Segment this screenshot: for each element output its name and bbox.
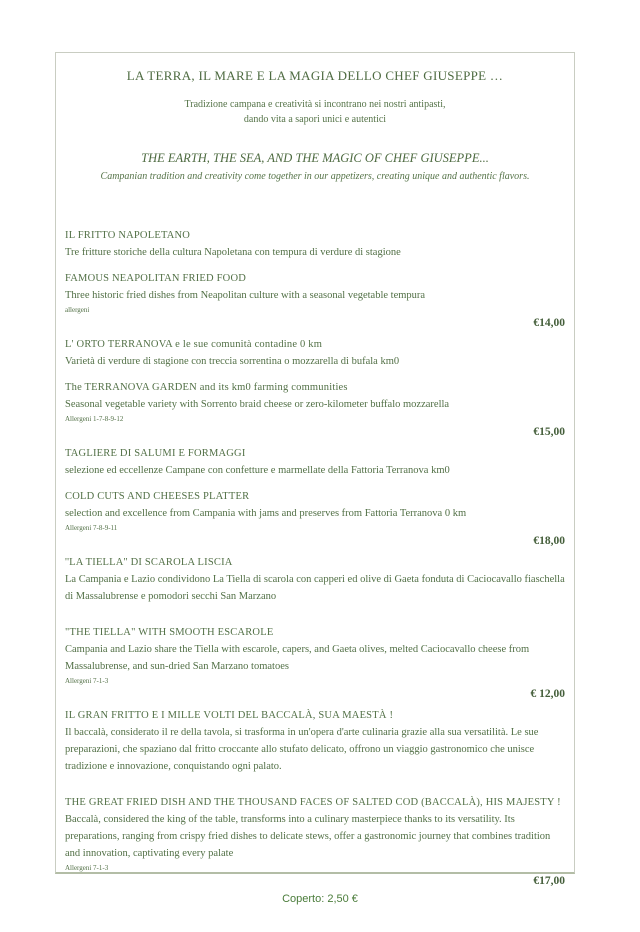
- item-price: €18,00: [533, 535, 565, 547]
- item-name-english: "THE TIELLA" WITH SMOOTH ESCAROLE: [65, 627, 274, 638]
- menu-sheet: [55, 52, 575, 887]
- item-allergens: Allergeni 7-1-3: [65, 864, 109, 872]
- item-price: €17,00: [533, 875, 565, 887]
- item-name-italian: IL GRAN FRITTO E I MILLE VOLTI DEL BACCALÀ, SUA MAESTÀ !: [65, 710, 394, 721]
- item-description-italian: selezione ed eccellenze Campane con confetture e marmellate della Fattoria Terranova km0: [65, 465, 450, 476]
- menu-items-list: [65, 228, 565, 889]
- item-name-italian: IL FRITTO NAPOLETANO: [65, 230, 191, 241]
- item-name-italian: TAGLIERE DI SALUMI E FORMAGGI: [65, 448, 246, 459]
- item-allergens: Allergeni 7-8-9-11: [65, 524, 118, 532]
- item-name-english: COLD CUTS AND CHEESES PLATTER: [65, 491, 250, 502]
- item-description-english: Three historic fried dishes from Neapolitan culture with a seasonal vegetable tempura: [65, 290, 426, 301]
- menu-subtitle-italian-line1: Tradizione campana e creatività si incontrano nei nostri antipasti,: [184, 99, 446, 110]
- menu-header: [65, 67, 565, 184]
- menu-item-tagliere-salumi: [65, 446, 565, 549]
- menu-item-orto-terranova: [65, 337, 565, 440]
- item-description-italian: Il baccalà, considerato il re della tavola, si trasforma in un'opera d'arte culinaria grazie alla sua versatilità. Le sue preparazioni, che spaziano dal fritto croccante allo stufato delicato, offrono un viaggio gastronomico che unisce tradizione e innovazione, conquistando ogni palato.: [65, 727, 539, 772]
- menu-title-italian: LA TERRA, IL MARE E LA MAGIA DELLO CHEF GIUSEPPE …: [126, 68, 504, 83]
- item-allergens: Allergeni 1-7-8-9-12: [65, 415, 124, 423]
- item-name-english: FAMOUS NEAPOLITAN FRIED FOOD: [65, 273, 247, 284]
- item-allergens: allergeni: [65, 306, 90, 314]
- item-description-italian: Tre fritture storiche della cultura Napoletana con tempura di verdure di stagione: [65, 247, 401, 258]
- item-price: €15,00: [533, 426, 565, 438]
- menu-subtitle-italian-line2: dando vita a sapori unici e autentici: [243, 114, 387, 125]
- item-price: €14,00: [533, 317, 565, 329]
- menu-item-la-tiella: [65, 555, 565, 702]
- menu-item-fritto-napoletano: [65, 228, 565, 331]
- item-name-italian: ''LA TIELLA'' DI SCAROLA LISCIA: [65, 557, 233, 568]
- item-name-english: THE GREAT FRIED DISH AND THE THOUSAND FACES OF SALTED COD (BACCALÀ), HIS MAJESTY !: [65, 797, 561, 808]
- item-price: € 12,00: [530, 688, 565, 700]
- item-description-english: Baccalà, considered the king of the table, transforms into a culinary masterpiece thanks to its versatility. Its preparations, ranging from crispy fried dishes to delicate stews, offer a gastronomic journey that combines tradition and innovation, captivating every palate: [65, 814, 551, 859]
- menu-item-gran-fritto-baccala: [65, 708, 565, 889]
- menu-subtitle-english: Campanian tradition and creativity come together in our appetizers, creating unique and authentic flavors.: [100, 171, 530, 182]
- item-description-english: Campania and Lazio share the Tiella with escarole, capers, and Gaeta olives, melted Caciocavallo cheese from Massalubrense, and sun-dried San Marzano tomatoes: [65, 644, 530, 672]
- item-name-italian: L' ORTO TERRANOVA e le sue comunità contadine 0 km: [65, 339, 323, 350]
- item-description-italian: Varietà di verdure di stagione con treccia sorrentina o mozzarella di bufala km0: [65, 356, 400, 367]
- item-allergens: Allergeni 7-1-3: [65, 677, 109, 685]
- item-description-english: Seasonal vegetable variety with Sorrento braid cheese or zero-kilometer buffalo mozzarella: [65, 399, 450, 410]
- item-description-english: selection and excellence from Campania with jams and preserves from Fattoria Terranova 0 km: [65, 508, 467, 519]
- menu-title-english: THE EARTH, THE SEA, AND THE MAGIC OF CHEF GIUSEPPE...: [141, 151, 489, 165]
- cover-charge-note: Coperto: 2,50 €: [282, 893, 358, 905]
- item-name-english: The TERRANOVA GARDEN and its km0 farming communities: [65, 382, 348, 393]
- item-description-italian: La Campania e Lazio condividono La Tiella di scarola con capperi ed olive di Gaeta fonduta di Caciocavallo fiaschella di Massalubrense e pomodori secchi San Marzano: [65, 574, 565, 602]
